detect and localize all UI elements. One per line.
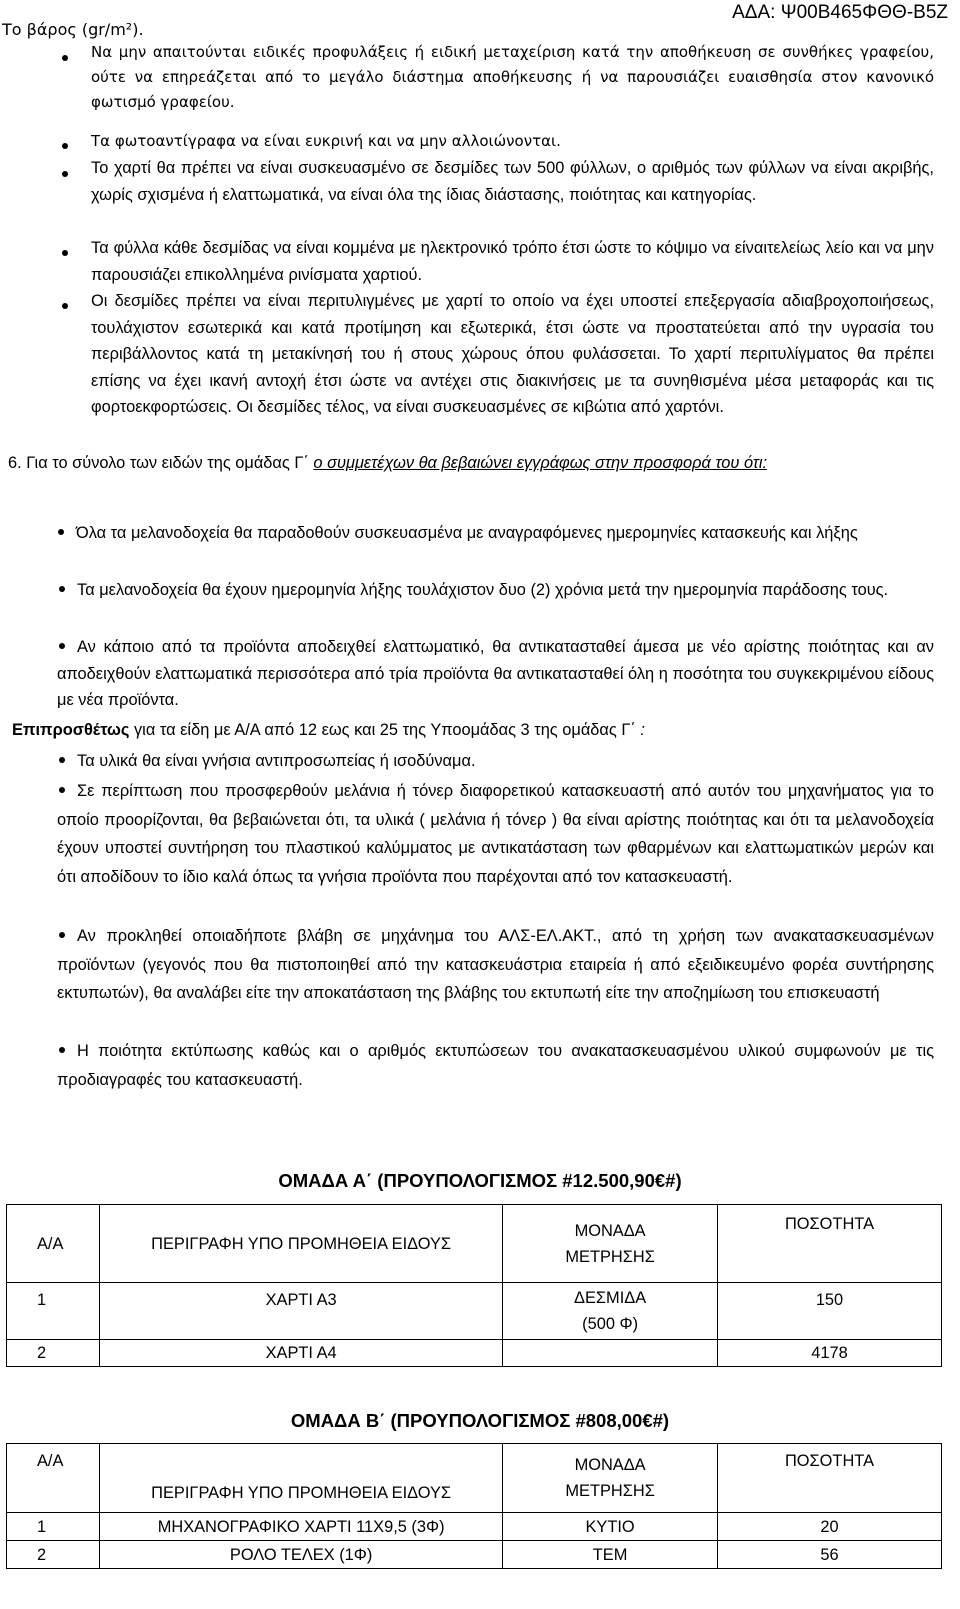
list-item-text: Σε περίπτωση που προσφερθούν μελάνια ή τόνερ διαφορετικού κατασκευαστή από αυτόν του μηχανήματος για το οποίο προορίζονται, θα βεβαιώνεται ότι, τα υλικά ( μελάνια ή τόνερ ) θα είναι αρίστης ποιότητας και ότι τα μελανοδοχεία έχουν υποστεί συντήρηση του πλαστικού καλύμματος με αντικατάσταση των φθαρμένων και ελαττωματικών μερών και ότι αποδίδουν το ίδιο καλά όπως τα γνήσια προϊόντα που παρέχονται από τον κατασκευαστή. (57, 782, 934, 886)
group-a-title: ΟΜΑΔΑ Α΄ (ΠΡΟΥΠΟΛΟΓΙΣΜΟΣ #12.500,90€#) (278, 1170, 682, 1191)
cell-unit (503, 1283, 718, 1340)
list-item-text: Τα μελανοδοχεία θα έχουν ημερομηνία λήξης τουλάχιστον δυο (2) χρόνια μετά την ημερομηνία παράδοσης τους. (77, 581, 889, 599)
weight-line: Το βάρος (gr/m²). (2, 20, 144, 39)
bullet-icon (58, 529, 64, 535)
additional-rest: για τα είδη με Α/Α από 12 εως και 25 της Υποομάδας 3 της ομάδας Γ΄ (129, 721, 636, 739)
col-header-qty: ΠΟΣΟΤΗΤΑ (718, 1205, 942, 1283)
list-item (57, 577, 934, 604)
cell-desc: ΧΑΡΤΙ Α4 (100, 1340, 503, 1367)
additional-colon: : (635, 721, 645, 739)
cell-unit (503, 1340, 718, 1367)
cell-desc: ΧΑΡΤΙ Α3 (100, 1283, 503, 1340)
list-item: Οι δεσμίδες πρέπει να είναι περιτυλιγμένες με χαρτί το οποίο να έχει υποστεί επεξεργασία αδιαβροχοποιήσεως, τουλάχιστον εσωτερικά και κατά προτίμηση και εξωτερικά, έτσι ώστε να προστατεύεται από την υγρασία του περιβάλλοντος κατά τη μετακίνησή του ή στους χώρους όπου φυλάσσεται. Το χαρτί περιτυλίγματος θα πρέπει επίσης να έχει ικανή αντοχή έτσι ώστε να αντέχει στις διακινήσεις με τα συνηθισμένα μέσα μεταφοράς και τις φορτοεκφορτώσεις. Οι δεσμίδες τέλος, να είναι συσκευασμένες σε κιβώτια από χαρτόνι. (91, 292, 934, 416)
list-item-text: Η ποιότητα εκτύπωσης καθώς και ο αριθμός εκτυπώσεων του ανακατασκευασμένου υλικού συμφωνούν με τις προδιαγραφές του κατασκευαστή. (57, 1042, 934, 1089)
additional-heading (12, 717, 934, 744)
cell-unit: ΤΕΜ (503, 1541, 718, 1569)
cell-qty: 150 (718, 1283, 942, 1340)
cell-desc: ΜΗΧΑΝΟΓΡΑΦΙΚΟ ΧΑΡΤΙ 11Χ9,5 (3Φ) (100, 1513, 503, 1541)
list-item-text: Όλα τα μελανοδοχεία θα παραδοθούν συσκευασμένα με αναγραφόμενες ημερομηνίες κατασκευής και λήξης (76, 524, 858, 542)
col-header-desc: ΠΕΡΙΓΡΑΦΗ ΥΠΟ ΠΡΟΜΗΘΕΙΑ ΕΙΔΟΥΣ (100, 1205, 503, 1283)
col-header-aa: Α/Α (7, 1205, 100, 1283)
table-header-row (7, 1444, 942, 1513)
cell-qty: 4178 (718, 1340, 942, 1367)
list-item: Τα φωτοαντίγραφα να είναι ευκρινή και να μην αλλοιώνονται. (91, 132, 561, 150)
bullet-icon (62, 250, 68, 256)
list-item (57, 922, 934, 1008)
bullet-icon (62, 143, 68, 149)
bullet-icon (59, 1047, 65, 1053)
group-b-table (6, 1443, 942, 1569)
unit-line: (500 Φ) (582, 1315, 639, 1333)
list-item-text: Αν κάποιο από τα προϊόντα αποδειχθεί ελαττωματικό, θα αντικατασταθεί άμεσα με νέο αρίστης ποιότητας και αν αποδειχθούν ελαττωματικά περισσότερα από τρία προϊόντα θα αντικατασταθεί όλη η ποσότητα του συγκεκριμένου είδους με νέα προϊόντα. (57, 638, 934, 709)
bullet-icon (62, 171, 68, 177)
unit-line: ΜΟΝΑΔΑ (574, 1221, 646, 1240)
table-row (7, 1340, 942, 1367)
bullet-icon (59, 787, 65, 793)
ada-code: ΑΔΑ: Ψ00Β465ΦΘΘ-Β5Ζ (732, 2, 948, 23)
col-header-unit (503, 1205, 718, 1283)
section-6-underlined: ο συμμετέχων θα βεβαιώνει εγγράφως στην προσφορά του ότι: (313, 454, 768, 472)
table-row (7, 1513, 942, 1541)
table-row (7, 1541, 942, 1569)
cell-qty: 20 (718, 1513, 942, 1541)
list-item (57, 1037, 934, 1094)
bullet-icon (59, 757, 65, 763)
unit-line: ΜΕΤΡΗΣΗΣ (565, 1482, 655, 1500)
unit-line: ΔΕΣΜΙΔΑ (574, 1289, 647, 1307)
bullet-icon (62, 303, 68, 309)
group-b-title: ΟΜΑΔΑ Β΄ (ΠΡΟΥΠΟΛΟΓΙΣΜΟΣ #808,00€#) (290, 1410, 670, 1431)
list-item-text: Τα υλικά θα είναι γνήσια αντιπροσωπείας ή ισοδύναμα. (77, 752, 476, 770)
section-6-prefix: 6. Για το σύνολο των ειδών της ομάδας Γ΄ (8, 454, 314, 472)
cell-unit: ΚΥΤΙΟ (503, 1513, 718, 1541)
list-item: Το χαρτί θα πρέπει να είναι συσκευασμένο σε δεσμίδες των 500 φύλλων, ο αριθμός των φύλλων να είναι ακριβής, χωρίς σχισμένα ή ελαττωματικά, να είναι όλα της ίδιας διάστασης, ποιότητας και κατηγορίας. (91, 159, 934, 204)
table-row (7, 1283, 942, 1340)
section-6-heading (8, 447, 934, 479)
cell-aa: 1 (7, 1283, 100, 1340)
list-item-text: Αν προκληθεί οποιαδήποτε βλάβη σε μηχάνημα του ΑΛΣ-ΕΛ.ΑΚΤ., από τη χρήση των ανακατασκευασμένων προϊόντων (γεγονός που θα πιστοποιηθεί από την κατασκευάστρια εταιρεία ή από εξειδικευμένο φορέα συντήρησης εκτυπωτών), θα αναλάβει είτε την αποκατάσταση της βλάβης του εκτυπωτή είτε την αποζημίωση του επισκευαστή (57, 927, 934, 1002)
col-header-unit (503, 1444, 718, 1513)
table-header-row (7, 1205, 942, 1283)
additional-bold: Επιπροσθέτως (12, 721, 130, 739)
cell-aa: 2 (7, 1541, 100, 1569)
list-item: Τα φύλλα κάθε δεσμίδας να είναι κομμένα με ηλεκτρονικό τρόπο έτσι ώστε το κόψιμο να είναιτελείως λείο και να μην παρουσιάζει επικολλημένα ρινίσματα χαρτιού. (91, 239, 934, 284)
list-item: Να μην απαιτούνται ειδικές προφυλάξεις ή ειδική μεταχείριση κατά την αποθήκευση σε συνθήκες γραφείου, ούτε να επηρεάζεται από το μεγάλο διάστημα αποθήκευσης ή να παρουσιάζει ευαισθησία στον κανονικό φωτισμό γραφείου. (91, 43, 934, 111)
bullet-icon (59, 643, 65, 649)
cell-qty: 56 (718, 1541, 942, 1569)
list-item (57, 777, 934, 891)
col-header-desc: ΠΕΡΙΓΡΑΦΗ ΥΠΟ ΠΡΟΜΗΘΕΙΑ ΕΙΔΟΥΣ (100, 1444, 503, 1513)
bullet-icon (59, 586, 65, 592)
list-item (57, 634, 934, 714)
col-header-qty: ΠΟΣΟΤΗΤΑ (718, 1444, 942, 1513)
col-header-aa: Α/Α (7, 1444, 100, 1513)
bullet-icon (59, 932, 65, 938)
list-item (57, 748, 934, 775)
unit-line: ΜΕΤΡΗΣΗΣ (565, 1247, 655, 1266)
cell-aa: 1 (7, 1513, 100, 1541)
cell-desc: ΡΟΛΟ ΤΕΛΕΧ (1Φ) (100, 1541, 503, 1569)
list-item (57, 520, 934, 547)
unit-line: ΜΟΝΑΔΑ (574, 1456, 646, 1474)
bullet-icon (62, 55, 68, 61)
group-a-table (6, 1204, 942, 1367)
cell-aa: 2 (7, 1340, 100, 1367)
